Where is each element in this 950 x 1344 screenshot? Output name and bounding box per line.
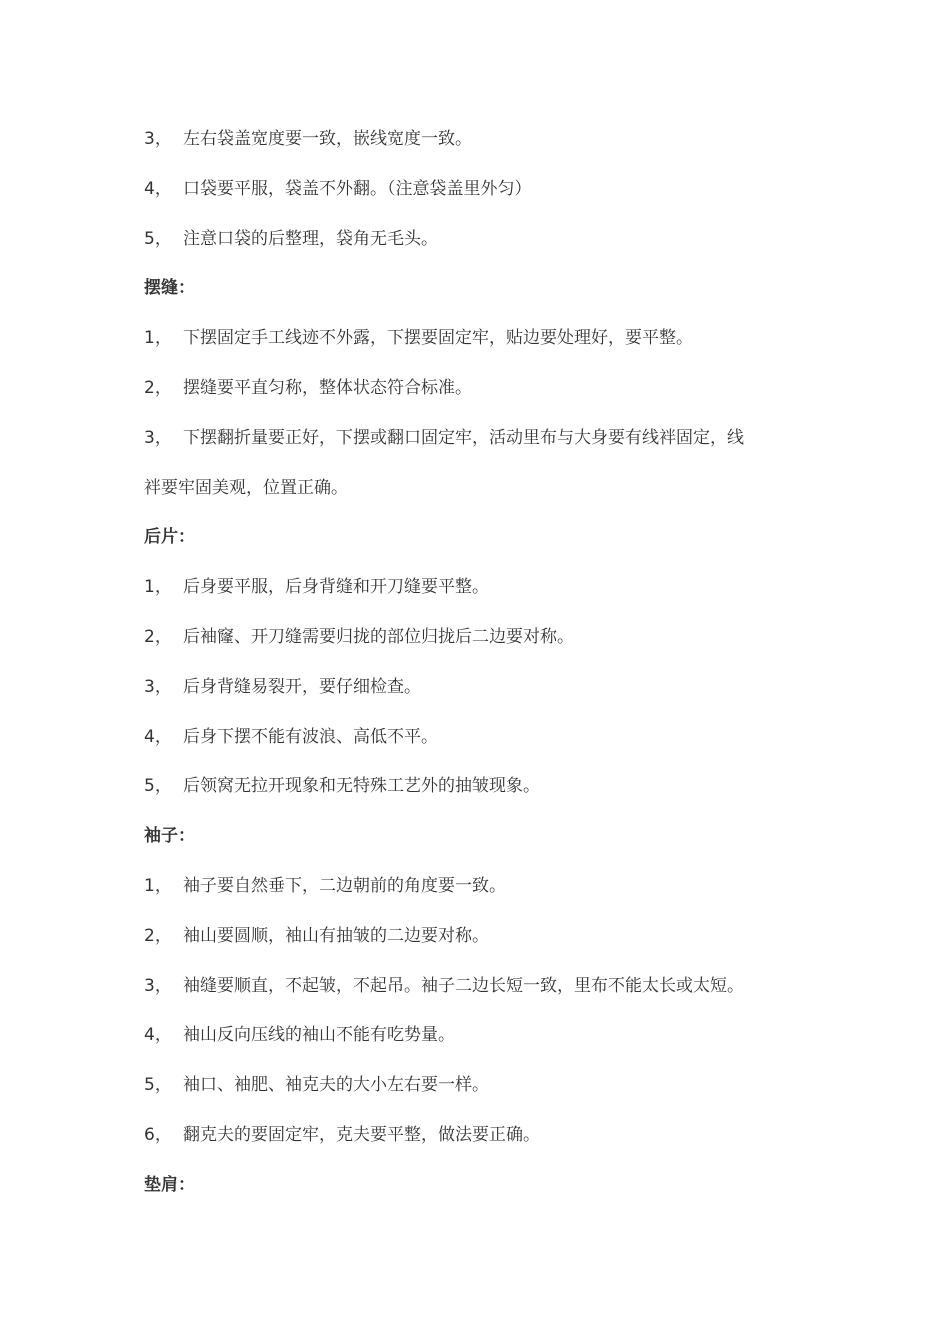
item-text: 后袖窿、开刀缝需要归拢的部位归拢后二边要对称。 (183, 626, 574, 647)
item-number: 3， (144, 676, 172, 697)
section-heading-shoulder-pad: 垫肩： (144, 1174, 195, 1195)
item-text: 袖口、袖肥、袖克夫的大小左右要一样。 (183, 1075, 489, 1096)
item-number: 4， (144, 178, 172, 199)
item-number: 6， (144, 1124, 172, 1145)
item-text: 袖子要自然垂下，二边朝前的角度要一致。 (183, 875, 506, 896)
item-number: 1， (144, 875, 172, 896)
list-item (144, 115, 824, 165)
item-number: 5， (144, 1075, 172, 1096)
item-text: 翻克夫的要固定牢，克夫要平整，做法要正确。 (183, 1124, 540, 1145)
section-heading-back-panel: 后片： (144, 527, 195, 548)
item-number: 3， (144, 975, 172, 996)
item-text: 后身要平服，后身背缝和开刀缝要平整。 (183, 577, 489, 598)
document-body (144, 115, 824, 1211)
item-number: 1， (144, 577, 172, 598)
list-item (144, 364, 824, 414)
list-item (144, 165, 824, 215)
list-item (144, 613, 824, 663)
item-text: 袖山反向压线的袖山不能有吃势量。 (183, 1025, 455, 1046)
item-number: 2， (144, 626, 172, 647)
list-item (144, 962, 824, 1012)
item-number: 2， (144, 925, 172, 946)
item-number: 3， (144, 129, 172, 149)
item-text: 后身下摆不能有波浪、高低不平。 (183, 726, 438, 747)
item-number: 1， (144, 328, 172, 349)
item-number: 5， (144, 776, 172, 797)
section-heading-sleeve: 袖子： (144, 826, 195, 847)
item-text: 下摆固定手工线迹不外露，下摆要固定牢，贴边要处理好，要平整。 (183, 328, 693, 349)
item-number: 4， (144, 726, 172, 747)
list-item (144, 713, 824, 763)
item-text: 袖缝要顺直，不起皱，不起吊。袖子二边长短一致，里布不能太长或太短。 (183, 975, 744, 996)
item-text: 袖山要圆顺，袖山有抽皱的二边要对称。 (183, 925, 489, 946)
item-text: 后领窝无拉开现象和无特殊工艺外的抽皱现象。 (183, 776, 540, 797)
section-heading-hem-seam: 摆缝： (144, 278, 195, 299)
item-text: 后身背缝易裂开，要仔细检查。 (183, 676, 421, 697)
item-number: 2， (144, 377, 172, 398)
item-text: 注意口袋的后整理，袋角无毛头。 (183, 228, 438, 249)
item-text: 左右袋盖宽度要一致，嵌线宽度一致。 (183, 129, 472, 149)
list-item (144, 314, 824, 364)
item-text: 口袋要平服，袋盖不外翻。（注意袋盖里外匀） (183, 178, 532, 199)
list-item (144, 563, 824, 613)
list-item (144, 663, 824, 713)
list-item (144, 215, 824, 265)
list-item (144, 1011, 824, 1061)
list-item (144, 414, 824, 464)
list-item-continuation: 袢要牢固美观，位置正确。 (144, 477, 348, 498)
list-item (144, 1111, 824, 1161)
item-text: 下摆翻折量要正好，下摆或翻口固定牢，活动里布与大身要有线袢固定，线 (183, 427, 744, 448)
list-item (144, 1061, 824, 1111)
list-item (144, 862, 824, 912)
item-number: 5， (144, 228, 172, 249)
list-item (144, 912, 824, 962)
item-number: 3， (144, 427, 172, 448)
item-number: 4， (144, 1025, 172, 1046)
list-item (144, 762, 824, 812)
item-text: 摆缝要平直匀称，整体状态符合标准。 (183, 377, 472, 398)
